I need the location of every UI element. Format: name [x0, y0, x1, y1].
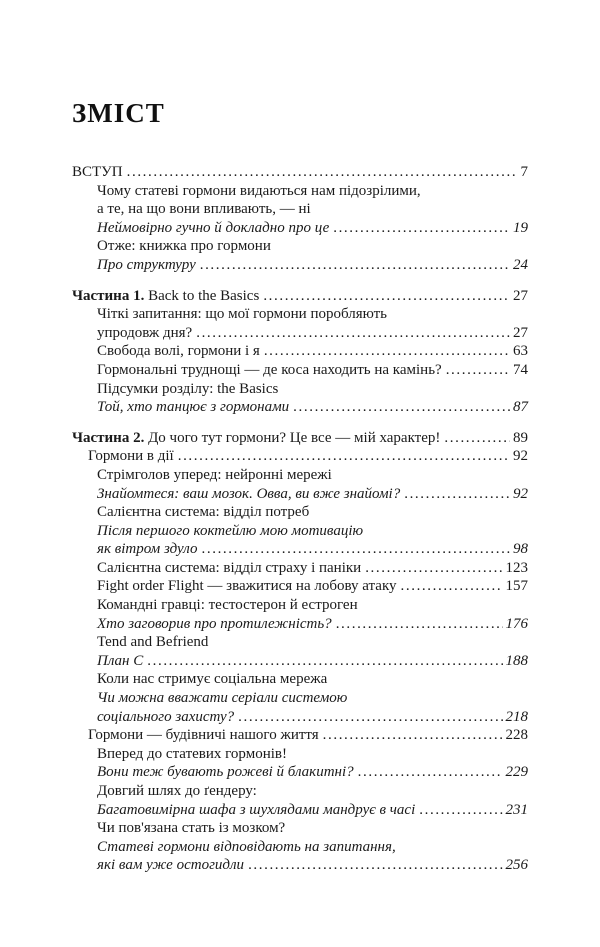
toc-row	[72, 689, 528, 708]
toc-entry-text: Свобода волі, гормони і я	[97, 343, 260, 360]
toc-row	[72, 856, 528, 875]
dot-leader	[127, 163, 518, 182]
toc-entry-text: які вам уже остогидли	[97, 857, 245, 874]
toc-row	[72, 398, 528, 417]
page-number: 19	[513, 219, 528, 236]
toc-entry-text: Командні гравці: тестостерон й естроген	[97, 597, 358, 614]
toc-entry-text: План С	[97, 652, 144, 669]
page-number: 7	[520, 164, 528, 180]
toc-row	[72, 596, 528, 615]
dot-leader	[178, 447, 510, 466]
toc-row	[72, 342, 528, 361]
toc-entry-text: Вони теж бувають рожеві й блакитні?	[97, 764, 354, 781]
toc-entry-text: Fight order Flight — зважитися на лобову атаку	[97, 578, 397, 595]
toc-row	[72, 163, 528, 182]
toc-entry-text: ВСТУП	[72, 164, 123, 180]
toc-entry-text: Про структуру	[97, 256, 196, 273]
dot-leader	[147, 652, 502, 671]
toc-entry-text: Гормони — будівничі нашого життя	[88, 727, 319, 744]
toc-row	[72, 503, 528, 522]
toc-entry-text: соціального захисту?	[97, 708, 235, 725]
dot-leader	[419, 801, 502, 820]
toc-entry-text: Довгий шлях до ґендеру:	[97, 783, 257, 799]
page-number: 89	[513, 429, 528, 446]
page-number: 231	[505, 801, 528, 818]
toc-entry-text: Салієнтна система: відділ страху і паніки	[97, 559, 362, 576]
toc-list	[72, 163, 528, 875]
toc-entry-text: упродовж дня?	[97, 324, 193, 341]
page-number: 218	[505, 708, 528, 725]
toc-part-label: Частина 2.	[72, 429, 149, 446]
page-number: 229	[505, 764, 528, 781]
toc-row	[72, 237, 528, 256]
page-number: 228	[505, 727, 528, 744]
dot-leader	[404, 485, 510, 504]
toc-entry-text: Багатовимірна шафа з шухлядами мандрує в часі	[97, 801, 416, 818]
page-number: 27	[513, 324, 528, 341]
dot-leader	[248, 856, 502, 875]
toc-row	[72, 324, 528, 343]
toc-row	[72, 466, 528, 485]
toc-entry-text: Хто заговорив про протилежність?	[97, 615, 332, 632]
toc-row	[72, 485, 528, 504]
toc-row	[72, 615, 528, 634]
toc-row	[72, 540, 528, 559]
toc-part-label: Частина 1.	[72, 287, 149, 304]
toc-row	[72, 429, 528, 448]
toc-entry-text: Tend and Befriend	[97, 634, 209, 651]
toc-row	[72, 380, 528, 399]
dot-leader	[365, 559, 502, 578]
toc-entry-text: Статеві гормони відповідають на запитання,	[97, 838, 396, 855]
toc-row	[72, 838, 528, 857]
toc-entry-text: Після першого коктейлю мою мотивацію	[97, 522, 364, 539]
toc-row	[72, 745, 528, 764]
toc-entry-text: Гормональні труднощі — де коса находить на камінь?	[97, 361, 442, 378]
toc-row	[72, 577, 528, 596]
toc-entry-text: Чи можна вважати серіали системою	[97, 690, 348, 707]
page-number: 92	[513, 448, 528, 465]
toc-row	[72, 633, 528, 652]
dot-leader	[202, 540, 510, 559]
toc-row	[72, 219, 528, 238]
toc-row	[72, 782, 528, 801]
toc-entry-text: Підсумки розділу: the Basics	[97, 380, 279, 397]
toc-entry-text: Гормони в дії	[88, 448, 174, 465]
toc-entry-text: Неймовірно гучно й докладно про це	[97, 219, 330, 236]
page-number: 157	[505, 578, 528, 595]
toc-row	[72, 801, 528, 820]
page-number: 123	[505, 559, 528, 576]
toc-row	[72, 708, 528, 727]
dot-leader	[401, 577, 503, 596]
dot-leader	[444, 429, 510, 448]
toc-row	[72, 305, 528, 324]
toc-row	[72, 182, 528, 201]
page-number: 27	[513, 287, 528, 304]
toc-entry-text: Частина 2. До чого тут гормони? Це все — мій характер!	[72, 429, 441, 446]
dot-leader	[336, 615, 503, 634]
toc-entry-text: Стрімголов уперед: нейронні мережі	[97, 466, 332, 483]
toc-row	[72, 522, 528, 541]
page-title: ЗМІСТ	[72, 98, 165, 128]
dot-leader	[263, 287, 510, 306]
toc-row	[72, 200, 528, 219]
toc-entry-text: Чіткі запитання: що мої гормони поробляють	[97, 306, 388, 323]
toc-row	[72, 819, 528, 838]
page-number: 98	[513, 541, 528, 558]
dot-leader	[333, 219, 510, 238]
toc-entry-text: Отже: книжка про гормони	[97, 238, 271, 255]
toc-row	[72, 670, 528, 689]
toc-entry-text: Салієнтна система: відділ потреб	[97, 504, 310, 521]
toc-entry-text: як вітром здуло	[97, 541, 198, 558]
dot-leader	[264, 342, 510, 361]
page-number: 188	[505, 652, 528, 669]
toc-entry-text: Коли нас стримує соціальна мережа	[97, 671, 328, 688]
toc-entry-text: Знайомтеся: ваш мозок. Овва, ви вже знайомі?	[97, 485, 401, 502]
page-number: 176	[505, 615, 528, 632]
toc-entry-text: Частина 1. Back to the Basics	[72, 287, 260, 304]
page-number: 24	[513, 256, 528, 273]
toc-row	[72, 559, 528, 578]
dot-leader	[200, 256, 510, 275]
toc-row	[72, 763, 528, 782]
toc-entry-text: Чому статеві гормони видаються нам підозрілими,	[97, 182, 421, 199]
toc-row	[72, 447, 528, 466]
dot-leader	[196, 324, 510, 343]
toc-row	[72, 256, 528, 275]
toc-row	[72, 361, 528, 380]
page-number: 92	[513, 485, 528, 502]
page-number: 256	[505, 857, 528, 874]
dot-leader	[293, 398, 510, 417]
toc-entry-text: Той, хто танцює з гормонами	[97, 399, 290, 416]
page-number: 87	[513, 399, 528, 416]
toc-entry-text: а те, на що вони впливають, — ні	[97, 201, 311, 218]
dot-leader	[446, 361, 510, 380]
dot-leader	[238, 708, 502, 727]
toc-entry-text: Чи пов'язана стать із мозком?	[97, 820, 286, 837]
toc-entry-text: Вперед до статевих гормонів!	[97, 745, 287, 762]
toc-row	[72, 652, 528, 671]
page-number: 74	[513, 361, 528, 378]
toc-row	[72, 287, 528, 306]
toc-row	[72, 726, 528, 745]
page-number: 63	[513, 343, 528, 360]
dot-leader	[358, 763, 503, 782]
dot-leader	[323, 726, 503, 745]
